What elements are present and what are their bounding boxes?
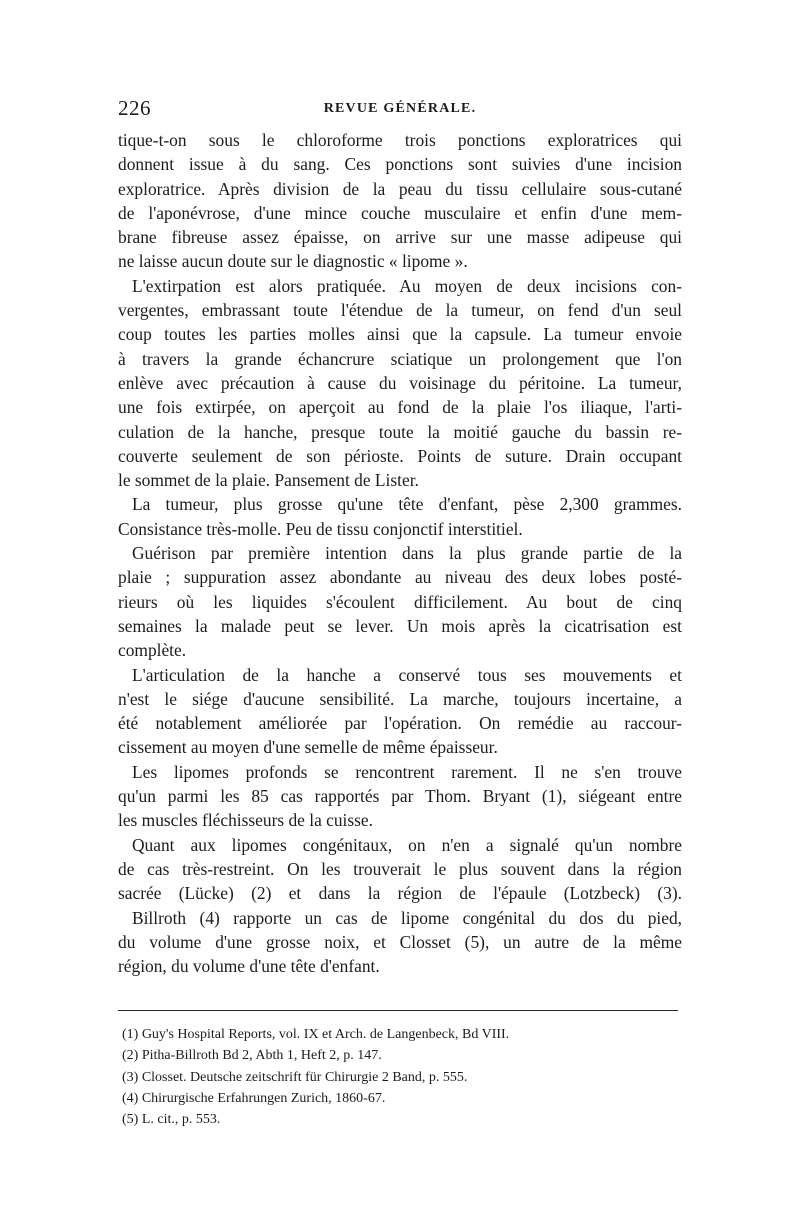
text-line: La tumeur, plus grosse qu'une tête d'enfant, pèse 2,300 grammes. [132,494,682,515]
text-line: Quant aux lipomes congénitaux, on n'en a signalé qu'un nombre [132,834,682,855]
text-line: tique-t-on sous le chloroforme trois ponctions exploratrices qui [118,130,682,150]
text-line: n'est le siége d'aucune sensibilité. La marche, toujours incertaine, a [118,688,682,709]
text-line: qu'un parmi les 85 cas rapportés par Thom. Bryant (1), siégeant entre [118,786,682,807]
text-line: le sommet de la plaie. Pansement de Lister. [118,470,419,491]
text-line: sacrée (Lücke) (2) et dans la région de l'épaule (Lotzbeck) (3). [118,883,682,904]
text-line: de l'aponévrose, d'une mince couche musculaire et enfin d'une mem- [118,202,682,223]
text-line: L'extirpation est alors pratiquée. Au moyen de deux incisions con- [132,275,682,296]
text-line: brane fibreuse assez épaisse, on arrive sur une masse adipeuse qui [118,227,682,248]
text-line: ne laisse aucun doute sur le diagnostic « lipome ». [118,251,468,272]
text-line: Guérison par première intention dans la plus grande partie de la [132,543,682,564]
text-line: coup toutes les parties molles ainsi que la capsule. La tumeur envoie [118,324,682,345]
text-line: de cas très-restreint. On les trouverait le plus souvent dans la région [118,858,682,879]
footnote-2: (2) Pitha-Billroth Bd 2, Abth 1, Heft 2, p. 147. [122,1048,382,1064]
page-header [118,96,682,126]
footnote-1: (1) Guy's Hospital Reports, vol. IX et Arch. de Langenbeck, Bd VIII. [122,1027,510,1042]
footnote-divider [118,1010,678,1011]
footnote-5: (5) L. cit., p. 553. [122,1112,221,1128]
footnote-3: (3) Closset. Deutsche zeitschrift für Chirurgie 2 Band, p. 555. [122,1069,468,1085]
footnote-4: (4) Chirurgische Erfahrungen Zurich, 1860-67. [122,1090,386,1106]
text-line: du volume d'une grosse noix, et Closset (5), un autre de la même [118,931,682,952]
text-line: donnent issue à du sang. Ces ponctions sont suivies d'une incision [118,154,682,175]
text-line: semaines la malade peut se lever. Un mois après la cicatrisation est [118,615,682,636]
text-line: exploratrice. Après division de la peau du tissu cellulaire sous-cutané [118,178,682,199]
text-line: été notablement améliorée par l'opération. On remédie au raccour- [118,713,682,734]
text-line: enlève avec précaution à cause du voisinage du péritoine. La tumeur, [118,372,682,393]
text-line: L'articulation de la hanche a conservé tous ses mouvements et [132,664,682,685]
text-line: couverte seulement de son périoste. Points de suture. Drain occupant [118,445,682,466]
text-line: à travers la grande échancrure sciatique un prolongement que l'on [118,348,682,369]
text-line: vergentes, embrassant toute l'étendue de la tumeur, on fend d'un seul [118,300,682,321]
text-line: les muscles fléchisseurs de la cuisse. [118,810,373,831]
footnotes [122,1024,682,1130]
running-title: REVUE GÉNÉRALE. [323,101,477,116]
text-line: Billroth (4) rapporte un cas de lipome congénital du dos du pied, [132,907,682,928]
page-number: 226 [118,96,151,120]
text-line: Consistance très-molle. Peu de tissu conjonctif interstitiel. [118,518,523,539]
text-line: Les lipomes profonds se rencontrent rarement. Il ne s'en trouve [132,761,682,782]
text-line: plaie ; suppuration assez abondante au niveau des deux lobes posté- [118,567,682,588]
text-line: rieurs où les liquides s'écoulent difficilement. Au bout de cinq [118,591,682,612]
text-line: complète. [118,640,187,661]
text-line: région, du volume d'une tête d'enfant. [118,956,380,977]
body-text [118,128,682,978]
text-line: cissement au moyen d'une semelle de même épaisseur. [118,737,498,758]
text-line: une fois extirpée, on aperçoit au fond de la plaie l'os iliaque, l'arti- [118,397,682,418]
text-line: culation de la hanche, presque toute la moitié gauche du bassin re- [118,421,682,442]
